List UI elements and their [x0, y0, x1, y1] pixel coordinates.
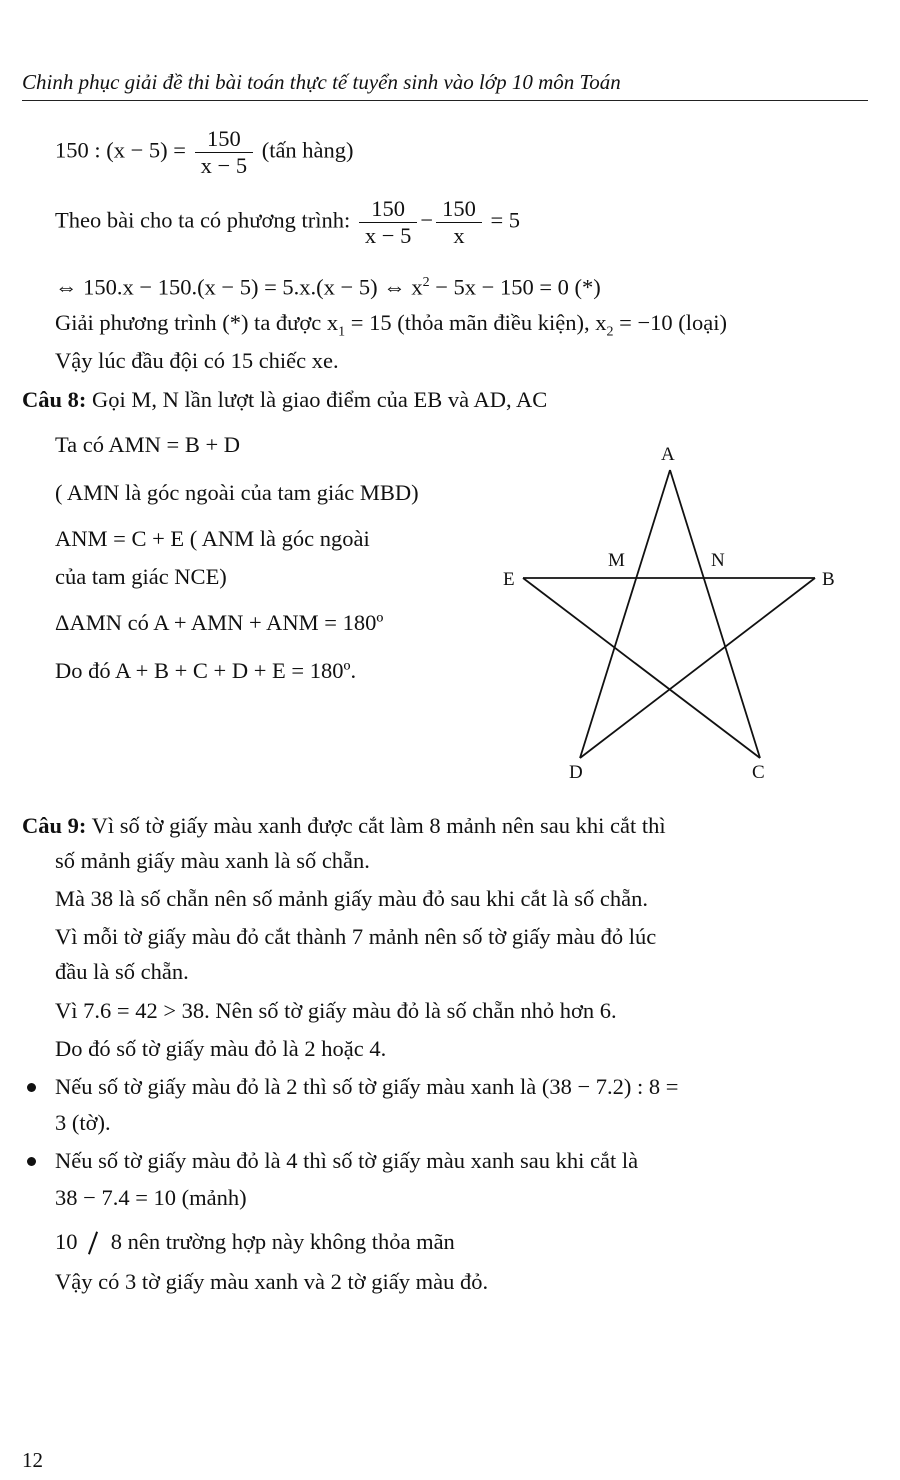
fraction-b: $\frac{150}{x}$ — [436, 196, 482, 249]
c9-line-10: 38 − 7.4 = 10 (mảnh) — [55, 1185, 247, 1210]
equation-line-2: Theo bài cho ta có phương trình: $\frac{150}{x - 5}$ − $\frac{150}{x}$ = 5 — [55, 196, 521, 248]
conclusion-line: Vậy lúc đầu đội có 15 chiếc xe. — [55, 348, 339, 373]
label-N: N — [711, 550, 725, 571]
segment-BD — [580, 578, 815, 758]
label-C: C — [752, 762, 765, 783]
question-9-heading: Câu 9: Vì số tờ giấy màu xanh được cắt làm 8 mảnh nên sau khi cắt thì — [22, 813, 666, 838]
c9-line-4: đầu là số chẵn. — [55, 959, 189, 984]
c8-line-1: Ta có AMN = B + D — [55, 432, 241, 457]
eq1-left: 150 : (x − 5) = — [55, 137, 186, 163]
c9-line-8: 3 (tờ). — [55, 1110, 111, 1135]
c9-line-2: Mà 38 là số chẵn nên số mảnh giấy màu đỏ sau khi cắt là số chẵn. — [55, 886, 648, 911]
c9-not-divisible-line: 10 8 nên trường hợp này không thỏa mãn — [55, 1227, 455, 1257]
equation-line-3: ⇔ 150.x − 150.(x − 5) = 5.x.(x − 5) ⇔ $x^2 - 5x - 150 = 0$ (*) — [55, 274, 601, 300]
c9-line-5: Vì 7.6 = 42 > 38. Nên số tờ giấy màu đỏ là số chẵn nhỏ hơn 6. — [55, 998, 617, 1023]
question-8-heading: Câu 8: Gọi M, N lần lượt là giao điểm của EB và AD, AC — [22, 387, 548, 412]
label-D: D — [569, 762, 583, 783]
label-B: B — [822, 569, 835, 590]
equation-line-1 — [55, 126, 354, 179]
fraction-a: $\frac{150}{x - 5}$ — [359, 196, 417, 249]
bullet-2 — [27, 1157, 36, 1166]
c8-line-6: Do đó A + B + C + D + E = 180º. — [55, 658, 357, 683]
final-answer-line: Vậy có 3 tờ giấy màu xanh và 2 tờ giấy màu đỏ. — [55, 1269, 489, 1294]
segment-AC — [670, 470, 760, 758]
label-M: M — [608, 550, 625, 571]
c8-line-3: ANM = C + E ( ANM là góc ngoài — [55, 526, 370, 551]
not-divides-symbol — [83, 1227, 105, 1257]
c8-line-4: của tam giác NCE) — [55, 564, 227, 589]
bullet-1 — [27, 1083, 36, 1092]
c9-line-6: Do đó số tờ giấy màu đỏ là 2 hoặc 4. — [55, 1036, 387, 1061]
label-E: E — [503, 569, 515, 590]
running-header: Chinh phục giải đề thi bài toán thực tế tuyển sinh vào lớp 10 môn Toán — [22, 70, 868, 101]
segment-EC — [523, 578, 760, 758]
c9-line-7: Nếu số tờ giấy màu đỏ là 2 thì số tờ giấy màu xanh là (38 − 7.2) : 8 = — [55, 1074, 679, 1099]
c8-line-2: ( AMN là góc ngoài của tam giác MBD) — [55, 480, 419, 505]
c9-line-3: Vì mỗi tờ giấy màu đỏ cắt thành 7 mảnh nên số tờ giấy màu đỏ lúc — [55, 924, 657, 949]
page-number: 12 — [22, 1448, 43, 1472]
segment-AD — [580, 470, 670, 758]
label-A: A — [661, 444, 675, 465]
c9-line-1: số mảnh giấy màu xanh là số chẵn. — [55, 848, 370, 873]
fraction-150-over-x-5: $\frac{150}{x - 5}$ — [195, 126, 253, 179]
c8-line-5: ΔAMN có A + AMN + ANM = 180º — [55, 610, 384, 635]
solution-line: Giải phương trình (*) ta được $x_1 = 15$ (thỏa mãn điều kiện), $x_2 = -10$ (loại) — [55, 310, 728, 340]
c9-line-9: Nếu số tờ giấy màu đỏ là 4 thì số tờ giấy màu xanh sau khi cắt là — [55, 1148, 639, 1173]
eq1-unit: (tấn hàng) — [261, 137, 354, 163]
pentagram-diagram — [495, 438, 855, 788]
